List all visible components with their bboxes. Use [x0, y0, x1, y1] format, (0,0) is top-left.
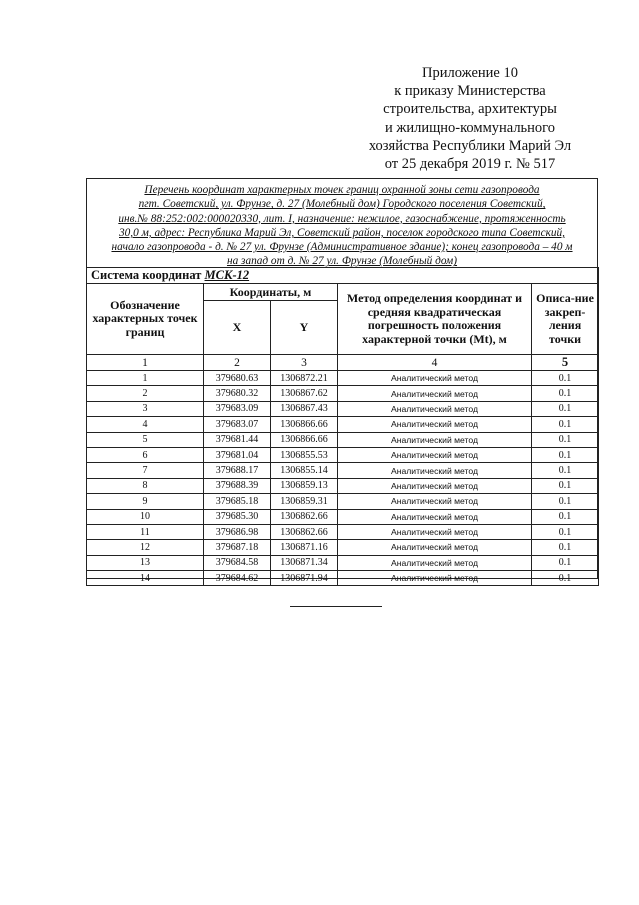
y-coordinate: 1306867.62	[271, 386, 338, 401]
table-row	[87, 478, 599, 493]
table-row	[87, 417, 599, 432]
title-line: Перечень координат характерных точек границ охранной зоны сети газопровода	[144, 184, 540, 196]
table-body	[87, 371, 599, 586]
table-row	[87, 386, 599, 401]
y-coordinate: 1306862.66	[271, 524, 338, 539]
description-header: Описа-ние закреп-ления точки	[532, 284, 599, 355]
accuracy: 0.1	[532, 463, 599, 478]
title-line: 30,0 м, адрес: Республика Марий Эл, Советский район, поселок городского типа Советский,	[119, 226, 565, 239]
x-coordinate: 379681.44	[204, 432, 271, 447]
point-number: 9	[87, 494, 204, 509]
title-line: начало газопровода - д. № 27 ул. Фрунзе (Административное здание); конец газопровода – 40 м	[111, 241, 573, 254]
method: Аналитический метод	[338, 509, 532, 524]
point-number: 10	[87, 509, 204, 524]
point-number: 2	[87, 386, 204, 401]
point-number: 6	[87, 447, 204, 462]
table-row	[87, 571, 599, 586]
title-line: инв.№ 88:252:002:000020330, лит. I, назначение: нежилое, газоснабжение, протяженность	[118, 212, 566, 225]
accuracy: 0.1	[532, 509, 599, 524]
x-coordinate: 379680.32	[204, 386, 271, 401]
accuracy: 0.1	[532, 401, 599, 416]
accuracy: 0.1	[532, 540, 599, 555]
table-row	[87, 540, 599, 555]
method: Аналитический метод	[338, 386, 532, 401]
y-coordinate: 1306862.66	[271, 509, 338, 524]
table-title	[88, 183, 596, 269]
y-coordinate: 1306872.21	[271, 371, 338, 386]
method-header: Метод определения координат и средняя квадратическая погрешность положения характерной точки (Mt), м	[338, 284, 532, 355]
y-header: Y	[271, 301, 338, 355]
method: Аналитический метод	[338, 417, 532, 432]
y-coordinate: 1306871.16	[271, 540, 338, 555]
method: Аналитический метод	[338, 524, 532, 539]
x-header: X	[204, 301, 271, 355]
y-coordinate: 1306866.66	[271, 432, 338, 447]
column-number: 5	[532, 355, 599, 371]
accuracy: 0.1	[532, 494, 599, 509]
x-coordinate: 379685.18	[204, 494, 271, 509]
table-row	[87, 509, 599, 524]
coordinate-system-code: МСК-12	[204, 268, 250, 282]
coordinates-header: Координаты, м	[204, 284, 338, 301]
method: Аналитический метод	[338, 371, 532, 386]
x-coordinate: 379683.09	[204, 401, 271, 416]
method: Аналитический метод	[338, 571, 532, 586]
method: Аналитический метод	[338, 478, 532, 493]
appendix-line: от 25 декабря 2019 г. № 517	[384, 156, 556, 173]
closing-rule	[290, 606, 382, 607]
designation-header: Обозначение характерных точек границ	[87, 284, 204, 355]
appendix-line: к приказу Министерства	[394, 83, 546, 100]
point-number: 3	[87, 401, 204, 416]
y-coordinate: 1306855.14	[271, 463, 338, 478]
method: Аналитический метод	[338, 494, 532, 509]
coordinates-table	[86, 267, 599, 586]
point-number: 14	[87, 571, 204, 586]
accuracy: 0.1	[532, 571, 599, 586]
table-row	[87, 524, 599, 539]
y-coordinate: 1306871.94	[271, 571, 338, 586]
appendix-line: и жилищно-коммунального	[384, 119, 556, 136]
appendix-line: строительства, архитектуры	[383, 101, 557, 118]
method: Аналитический метод	[338, 540, 532, 555]
appendix-line: хозяйства Республики Марий Эл	[368, 137, 572, 154]
accuracy: 0.1	[532, 524, 599, 539]
table-row	[87, 555, 599, 570]
y-coordinate: 1306859.13	[271, 478, 338, 493]
table-row	[87, 494, 599, 509]
y-coordinate: 1306855.53	[271, 447, 338, 462]
accuracy: 0.1	[532, 478, 599, 493]
point-number: 12	[87, 540, 204, 555]
point-number: 1	[87, 371, 204, 386]
method: Аналитический метод	[338, 401, 532, 416]
x-coordinate: 379683.07	[204, 417, 271, 432]
table-row	[87, 447, 599, 462]
method: Аналитический метод	[338, 463, 532, 478]
method: Аналитический метод	[338, 447, 532, 462]
x-coordinate: 379684.62	[204, 571, 271, 586]
column-number: 4	[338, 355, 532, 371]
column-number: 3	[271, 355, 338, 371]
point-number: 7	[87, 463, 204, 478]
table-row	[87, 401, 599, 416]
y-coordinate: 1306859.31	[271, 494, 338, 509]
appendix-reference	[360, 64, 580, 173]
y-coordinate: 1306867.43	[271, 401, 338, 416]
title-line: пгт. Советский, ул. Фрунзе, д. 27 (Молебный дом) Городского поселения Советский,	[138, 198, 546, 211]
coordinate-system	[87, 268, 599, 284]
x-coordinate: 379681.04	[204, 447, 271, 462]
accuracy: 0.1	[532, 555, 599, 570]
point-number: 4	[87, 417, 204, 432]
column-number: 2	[204, 355, 271, 371]
point-number: 11	[87, 524, 204, 539]
accuracy: 0.1	[532, 371, 599, 386]
point-number: 5	[87, 432, 204, 447]
x-coordinate: 379680.63	[204, 371, 271, 386]
method: Аналитический метод	[338, 432, 532, 447]
accuracy: 0.1	[532, 447, 599, 462]
x-coordinate: 379688.17	[204, 463, 271, 478]
point-number: 8	[87, 478, 204, 493]
column-number: 1	[87, 355, 204, 371]
appendix-line: Приложение 10	[422, 65, 518, 81]
table-row	[87, 371, 599, 386]
method: Аналитический метод	[338, 555, 532, 570]
coordinate-system-label: Система координат	[91, 268, 205, 282]
x-coordinate: 379686.98	[204, 524, 271, 539]
accuracy: 0.1	[532, 417, 599, 432]
accuracy: 0.1	[532, 432, 599, 447]
y-coordinate: 1306866.66	[271, 417, 338, 432]
table-row	[87, 432, 599, 447]
table-row	[87, 463, 599, 478]
y-coordinate: 1306871.34	[271, 555, 338, 570]
x-coordinate: 379687.18	[204, 540, 271, 555]
x-coordinate: 379688.39	[204, 478, 271, 493]
accuracy: 0.1	[532, 386, 599, 401]
x-coordinate: 379685.30	[204, 509, 271, 524]
x-coordinate: 379684.58	[204, 555, 271, 570]
title-line: на запад от д. № 27 ул. Фрунзе (Молебный дом)	[226, 255, 458, 268]
point-number: 13	[87, 555, 204, 570]
